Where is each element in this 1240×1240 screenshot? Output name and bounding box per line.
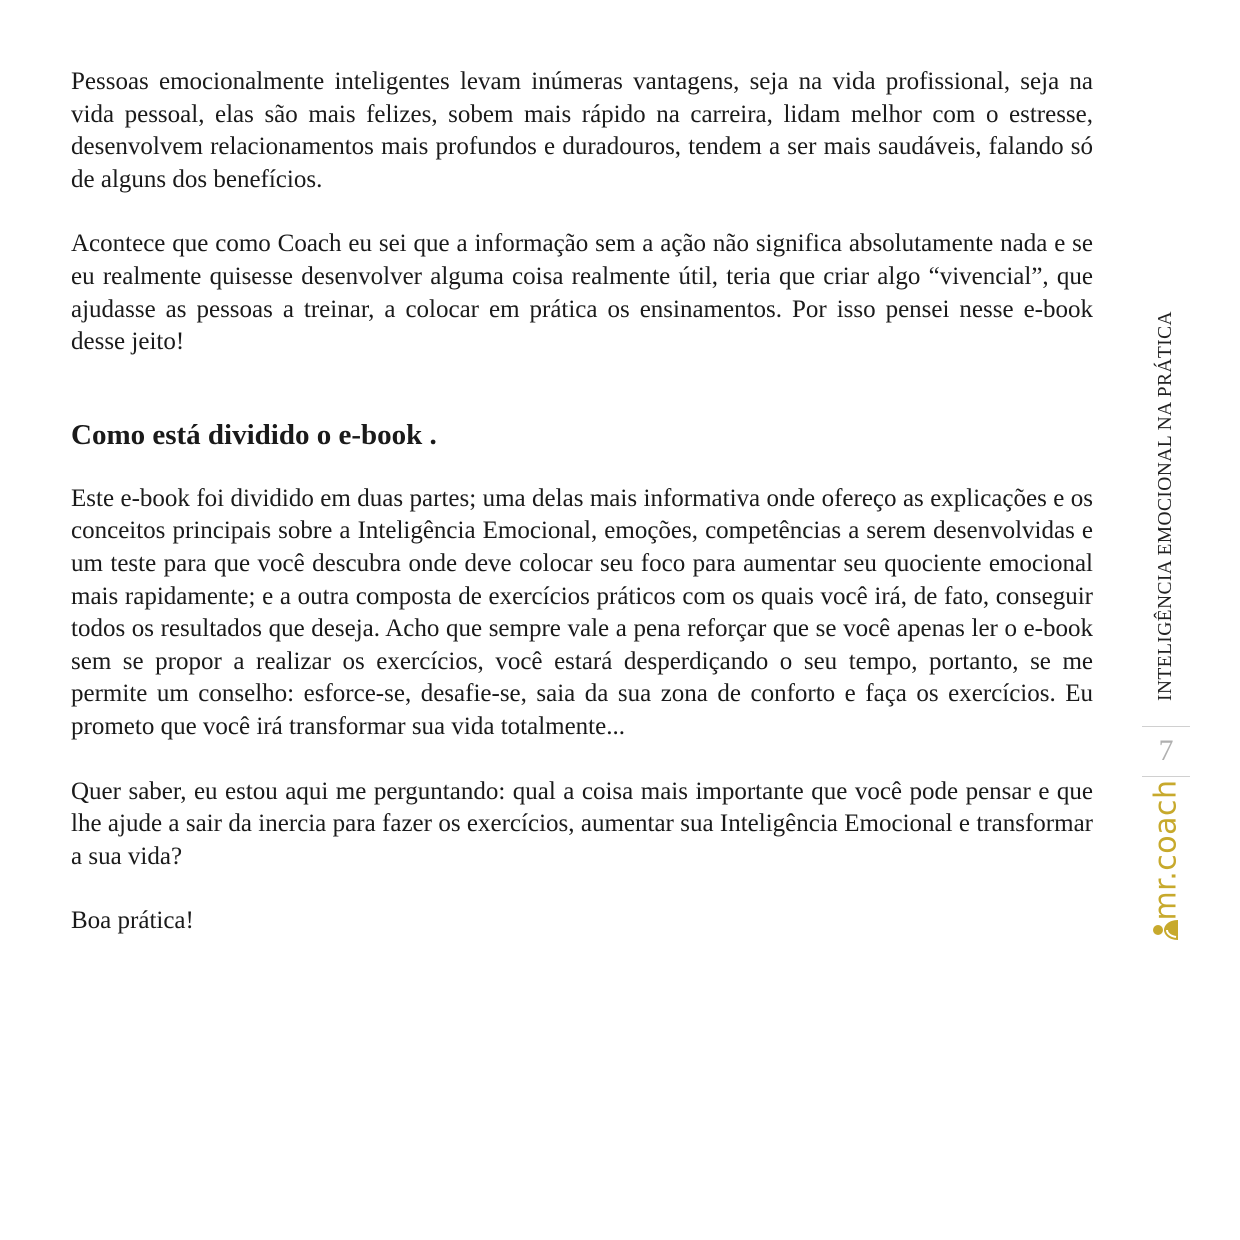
section-heading: Como está dividido o e-book .	[71, 418, 437, 451]
page-sidebar	[1142, 300, 1190, 950]
page-number: 7	[1158, 734, 1174, 767]
paragraph-coach-intro: Acontece que como Coach eu sei que a informação sem a ação não significa absolutamente nada e se eu realmente quisesse desenvolver alguma coisa realmente útil, teria que criar algo “vivencial”, que ajudasse as pessoas a treinar, a colocar em prática os ensinamentos. Por isso pensei nesse e-book desse jeito!	[71, 230, 1093, 356]
paragraph-benefits: Pessoas emocionalmente inteligentes levam inúmeras vantagens, seja na vida profissional, seja na vida pessoal, elas são mais felizes, sobem mais rápido na carreira, lidam melhor com o estresse, desenvolvem relacionamentos mais profundos e duradouros, tendem a ser mais saudáveis, falando só de alguns dos benefícios.	[71, 68, 1093, 193]
paragraph-closing: Boa prática!	[71, 907, 194, 935]
paragraph-question: Quer saber, eu estou aqui me perguntando: qual a coisa mais importante que você pode pensar e que lhe ajude a sair da inercia para fazer os exercícios, aumentar sua Inteligência Emocional e transformar a sua vida?	[71, 777, 1093, 870]
brand-logo	[1142, 779, 1190, 950]
paragraph-ebook-structure: Este e-book foi dividido em duas partes; uma delas mais informativa onde ofereço as explicações e os conceitos principais sobre a Inteligência Emocional, emoções, competências a serem desenvolvidas e um teste para que você descubra onde deve colocar seu foco para aumentar seu quociente emocional mais rapidamente; e a outra composta de exercícios práticos com os quais você irá, de fato, conseguir todos os resultados que deseja. Acho que sempre vale a pena reforçar que se você apenas ler o e-book sem se propor a realizar os exercícios, você estará desperdiçando o seu tempo, portanto, se me permite um conselho: esforce-se, desafie-se, saia da sua zona de conforto e faça os exercícios. Eu prometo que você irá transformar sua vida totalmente...	[71, 484, 1093, 740]
divider-top	[1142, 726, 1190, 727]
running-title: INTELIGÊNCIA EMOCIONAL NA PRÁTICA	[1155, 311, 1176, 701]
brand-logo-text: mr.coach	[1148, 779, 1184, 921]
divider-bottom	[1142, 776, 1190, 777]
page-content	[71, 66, 1093, 938]
running-title-container	[1142, 300, 1190, 712]
brand-figure-icon	[1150, 914, 1182, 946]
